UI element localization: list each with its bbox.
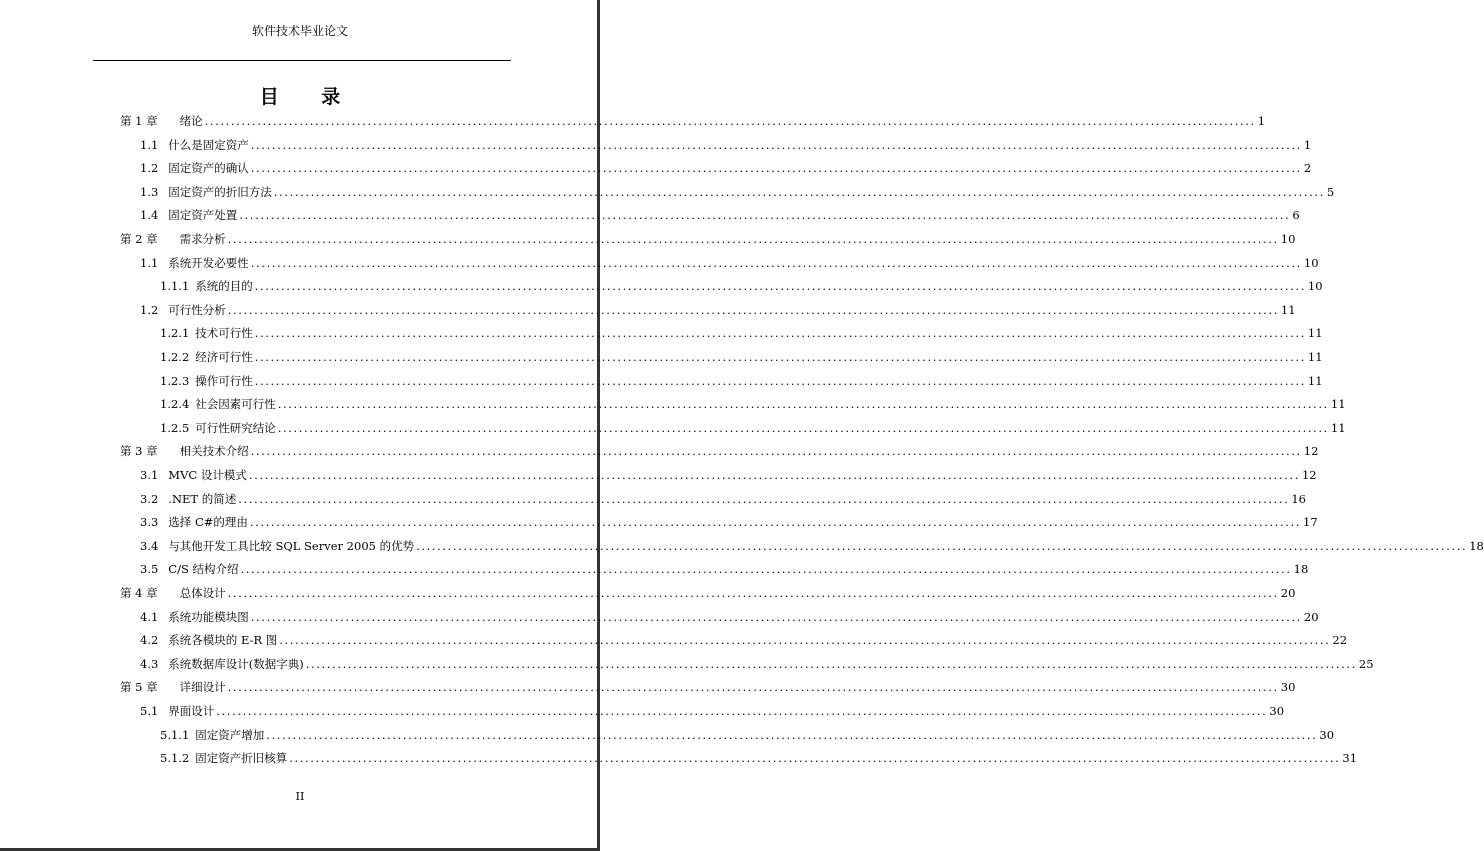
toc-entry-title: 系统的目的 — [195, 279, 253, 294]
toc-leader-dots: ........................................................................................................................................................................................................ — [248, 468, 1300, 482]
toc-entry[interactable] — [120, 112, 1266, 130]
toc-entry-title: 界面设计 — [168, 704, 215, 718]
toc-entry-number: 1.1 — [140, 137, 159, 152]
toc-entry-number: 第 1 章 — [120, 114, 158, 128]
toc-entry-title: 详细设计 — [179, 680, 226, 695]
toc-leader-dots: ........................................................................................................................................................................................................ — [254, 279, 1306, 294]
toc-entry-number: 1.2.2 — [160, 350, 190, 364]
toc-leader-dots: ........................................................................................................................................................................................................ — [238, 491, 1290, 506]
toc-entry-page: 20 — [1280, 586, 1296, 600]
toc-leader-dots: ........................................................................................................................................................................................................ — [250, 137, 1302, 152]
toc-entry-title: 经济可行性 — [195, 350, 253, 364]
toc-entry-number: 第 5 章 — [120, 680, 158, 695]
toc-entry-number: 4.2 — [140, 633, 159, 648]
toc-entry[interactable] — [140, 702, 1285, 720]
toc-leader-dots: ........................................................................................................................................................................................................ — [250, 444, 1302, 459]
toc-entry-page: 6 — [1292, 208, 1300, 223]
toc-entry-page: 5 — [1326, 184, 1335, 199]
toc-entry[interactable] — [140, 537, 1484, 555]
toc-entry-number: 3.4 — [140, 538, 159, 553]
toc-leader-dots: ........................................................................................................................................................................................................ — [204, 114, 1256, 128]
toc-entry[interactable] — [120, 442, 1319, 460]
toc-entry-page: 16 — [1291, 491, 1306, 506]
toc-entry-number: 第 2 章 — [120, 232, 158, 246]
running-header: 软件技术毕业论文 — [251, 24, 348, 38]
toc-entry[interactable] — [140, 513, 1318, 531]
toc-entry-title: 相关技术介绍 — [179, 444, 249, 459]
toc-leader-dots: ........................................................................................................................................................................................................ — [250, 609, 1302, 624]
toc-entry-number: 1.3 — [140, 184, 159, 199]
toc-entry-page: 30 — [1280, 680, 1296, 695]
toc-entry[interactable] — [140, 490, 1306, 508]
toc-entry-title: 什么是固定资产 — [168, 137, 249, 152]
toc-entry[interactable] — [160, 324, 1323, 342]
toc-entry-number: 5.1.2 — [160, 751, 190, 766]
toc-entry-page: 12 — [1301, 468, 1317, 482]
toc-entry[interactable] — [160, 726, 1335, 744]
toc-entry-title: .NET 的简述 — [168, 491, 237, 506]
toc-entry[interactable] — [140, 655, 1374, 673]
toc-entry-title: 系统功能模块图 — [168, 609, 249, 624]
toc-entry[interactable] — [160, 749, 1358, 767]
toc-entry[interactable] — [120, 584, 1296, 602]
toc-entry[interactable] — [160, 348, 1323, 366]
toc-entry[interactable] — [140, 301, 1296, 319]
toc-entry-page: 20 — [1303, 609, 1319, 624]
toc-leader-dots: ........................................................................................................................................................................................................ — [254, 326, 1306, 341]
toc-entry-page: 11 — [1330, 420, 1346, 435]
toc-entry-number: 3.3 — [140, 515, 159, 530]
toc-entry[interactable] — [160, 372, 1323, 390]
toc-entry-number: 1.1.1 — [160, 279, 190, 294]
toc-entry-number: 5.1 — [140, 704, 159, 718]
toc-entry-number: 5.1.1 — [160, 727, 190, 742]
toc-entry-title: 固定资产增加 — [195, 727, 265, 742]
toc-entry-number: 1.2 — [140, 161, 159, 176]
toc-entry-title: 固定资产的折旧方法 — [168, 184, 272, 199]
toc-entry[interactable] — [140, 631, 1348, 649]
toc-entry[interactable] — [140, 608, 1319, 626]
toc-entry[interactable] — [140, 254, 1319, 272]
page-number: II — [295, 790, 305, 803]
toc-leader-dots: ........................................................................................................................................................................................................ — [273, 184, 1325, 199]
toc-entry-page: 10 — [1307, 279, 1323, 294]
toc-entry-number: 1.4 — [140, 208, 159, 223]
toc-entry-page: 11 — [1330, 397, 1346, 412]
toc-entry-title: 与其他开发工具比较 SQL Server 2005 的优势 — [168, 538, 415, 553]
toc-entry[interactable] — [160, 419, 1346, 437]
toc-entry-title: 系统各模块的 E-R 图 — [168, 633, 278, 648]
toc-leader-dots: ........................................................................................................................................................................................................ — [266, 727, 1318, 742]
toc-leader-dots: ........................................................................................................................................................................................................ — [277, 420, 1329, 435]
toc-entry-page: 10 — [1303, 255, 1319, 270]
toc-leader-dots: ........................................................................................................................................................................................................ — [216, 704, 1268, 718]
toc-entry-number: 4.3 — [140, 656, 159, 671]
toc-leader-dots: ........................................................................................................................................................................................................ — [254, 373, 1306, 388]
toc-entry-page: 11 — [1280, 302, 1296, 317]
toc-leader-dots: ........................................................................................................................................................................................................ — [279, 633, 1331, 648]
toc-entry-page: 1 — [1303, 137, 1312, 152]
toc-entry-title: C/S 结构介绍 — [168, 562, 239, 577]
toc-entry-page: 10 — [1280, 232, 1296, 246]
toc-leader-dots: ........................................................................................................................................................................................................ — [254, 350, 1306, 364]
toc-entry[interactable] — [140, 136, 1312, 154]
toc-entry-number: 1.2.4 — [160, 397, 190, 412]
toc-entry-page: 11 — [1307, 326, 1323, 341]
toc-entry-number: 4.1 — [140, 609, 159, 624]
toc-entry-title: 固定资产处置 — [168, 208, 238, 223]
toc-entry[interactable] — [160, 395, 1346, 413]
toc-entry-title: 技术可行性 — [195, 326, 253, 341]
toc-entry-number: 1.2.3 — [160, 373, 190, 388]
toc-leader-dots: ........................................................................................................................................................................................................ — [240, 562, 1292, 577]
toc-entry-number: 1.2 — [140, 302, 159, 317]
toc-entry-title: 系统开发必要性 — [168, 255, 249, 270]
toc-entry-title: 固定资产的确认 — [168, 161, 249, 176]
toc-leader-dots: ........................................................................................................................................................................................................ — [249, 515, 1301, 530]
toc-entry-page: 18 — [1469, 538, 1484, 553]
toc-entry[interactable] — [120, 678, 1296, 696]
toc-leader-dots: ........................................................................................................................................................................................................ — [277, 397, 1329, 412]
toc-entry-title: 总体设计 — [179, 586, 226, 600]
toc-entry-number: 第 3 章 — [120, 444, 158, 459]
toc-entry-page: 12 — [1303, 444, 1319, 459]
header-rule — [93, 60, 511, 61]
toc-entry-page: 31 — [1342, 751, 1358, 766]
toc-entry-page: 30 — [1319, 727, 1335, 742]
toc-entry-title: 固定资产折旧核算 — [195, 751, 288, 766]
toc-entry[interactable] — [140, 560, 1309, 578]
toc-leader-dots: ........................................................................................................................................................................................................ — [305, 656, 1357, 671]
toc-entry-page: 2 — [1303, 161, 1312, 176]
toc-entry-page: 22 — [1332, 633, 1348, 648]
toc-leader-dots: ........................................................................................................................................................................................................ — [227, 302, 1279, 317]
toc-leader-dots: ........................................................................................................................................................................................................ — [250, 161, 1302, 176]
toc-entry-title: 操作可行性 — [195, 373, 253, 388]
toc-entry-number: 第 4 章 — [120, 586, 158, 600]
toc-leader-dots: ........................................................................................................................................................................................................ — [289, 751, 1341, 766]
toc-entry-title: 选择 C#的理由 — [168, 515, 248, 530]
toc-entry-number: 1.1 — [140, 255, 159, 270]
toc-entry-title: 绪论 — [179, 114, 203, 128]
toc-entry-title: MVC 设计模式 — [168, 468, 247, 482]
page-title: 目 录 — [259, 86, 359, 108]
toc-entry-title: 社会因素可行性 — [195, 397, 276, 412]
toc-entry-page: 1 — [1257, 114, 1266, 128]
toc-entry-page: 30 — [1269, 704, 1285, 718]
toc-entry[interactable] — [140, 206, 1300, 224]
toc-entry-number: 1.2.5 — [160, 420, 190, 435]
toc-leader-dots: ........................................................................................................................................................................................................ — [227, 586, 1279, 600]
toc-entry-number: 1.2.1 — [160, 326, 190, 341]
toc-entry-title: 需求分析 — [179, 232, 226, 246]
toc-entry-page: 11 — [1307, 350, 1323, 364]
toc-entry-page: 18 — [1293, 562, 1309, 577]
toc-entry-page: 17 — [1303, 515, 1318, 530]
toc-entry-title: 可行性研究结论 — [195, 420, 276, 435]
toc-entry[interactable] — [120, 230, 1296, 248]
toc-entry-title: 系统数据库设计(数据字典) — [168, 656, 304, 671]
toc-entry-number: 3.1 — [140, 468, 159, 482]
toc-entry-page: 25 — [1358, 656, 1374, 671]
toc-entry[interactable] — [140, 466, 1317, 484]
toc-leader-dots: ........................................................................................................................................................................................................ — [227, 680, 1279, 695]
toc-entry-number: 3.2 — [140, 491, 159, 506]
toc-entry[interactable] — [140, 183, 1335, 201]
toc-entry-title: 可行性分析 — [168, 302, 226, 317]
toc-leader-dots: ........................................................................................................................................................................................................ — [416, 538, 1468, 553]
toc-leader-dots: ........................................................................................................................................................................................................ — [227, 232, 1279, 246]
toc-leader-dots: ........................................................................................................................................................................................................ — [239, 208, 1291, 223]
toc-entry-page: 11 — [1307, 373, 1323, 388]
toc-entry[interactable] — [160, 277, 1323, 295]
toc-entry[interactable] — [140, 159, 1312, 177]
toc-entry-number: 3.5 — [140, 562, 159, 577]
toc-leader-dots: ........................................................................................................................................................................................................ — [250, 255, 1302, 270]
